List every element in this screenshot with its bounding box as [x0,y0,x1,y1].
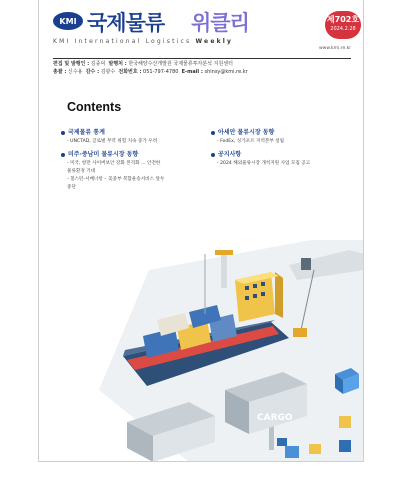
email-link[interactable]: shinsy@kmi.re.kr [204,69,248,75]
contents-section[interactable] [211,150,349,168]
website-link[interactable]: www.kmi.re.kr [319,46,352,51]
masthead [53,8,360,52]
issue-date: 2024.2.28 [330,26,356,32]
contents-section[interactable] [61,128,199,146]
newsletter-cover [38,0,364,462]
issue-number: 제702호 [326,15,360,24]
section-item: 중단 [67,185,76,190]
bullet-icon [61,153,65,157]
section-item: - 미국, 항만 사이버보안 강화 본격화 … 안전한 [67,161,161,166]
contents-column-left [61,128,199,196]
section-item: - FedEx, 싱가포르 지역본부 설립 [217,139,285,144]
contents-column-right [211,128,349,172]
contents-section[interactable] [61,150,199,192]
port-logistics-illustration [39,240,364,462]
publisher-info-line-1: 편집 및 발행인 : 김종덕 발행처 : 한국해양수산개발원 국제물류투자분석 지원센터 [53,61,233,67]
kmi-logo: KMI [53,12,83,30]
bullet-icon [211,131,215,135]
section-item: - 2024 해외물류시장 개척지원 사업 모집 공고 [217,161,311,166]
publisher-info-line-2: 총괄 : 신수용 감수 : 김광수 전화번호 : 051-797-4780 E-mail : shinsy@kmi.re.kr [53,69,248,75]
masthead-divider [53,58,351,59]
cargo-label: CARGO [257,413,293,423]
masthead-subtitle: KMI International Logistics Weekly [53,38,234,45]
bullet-icon [211,153,215,157]
section-item: - 칠스턴-서배너항 – 美중부 복합운송서비스 앞두 [67,177,165,182]
section-heading: 아세안 물류시장 동향 [218,129,275,136]
section-item: 물류환경 기대 [67,169,96,174]
bullet-icon [61,131,65,135]
contents-heading: Contents [67,100,122,114]
section-heading: 공지사항 [218,151,242,158]
section-heading: 국제물류 통계 [68,129,105,136]
masthead-title-main: 국제물류 [87,11,165,35]
issue-badge [325,11,361,39]
masthead-title-accent: 위클리 [191,11,249,35]
section-item: - UNCTAD, 글로벌 무역 위험 지속 증가 우려 [67,139,158,144]
section-heading: 미주·중남미 물류시장 동향 [68,151,139,158]
contents-section[interactable] [211,128,349,146]
